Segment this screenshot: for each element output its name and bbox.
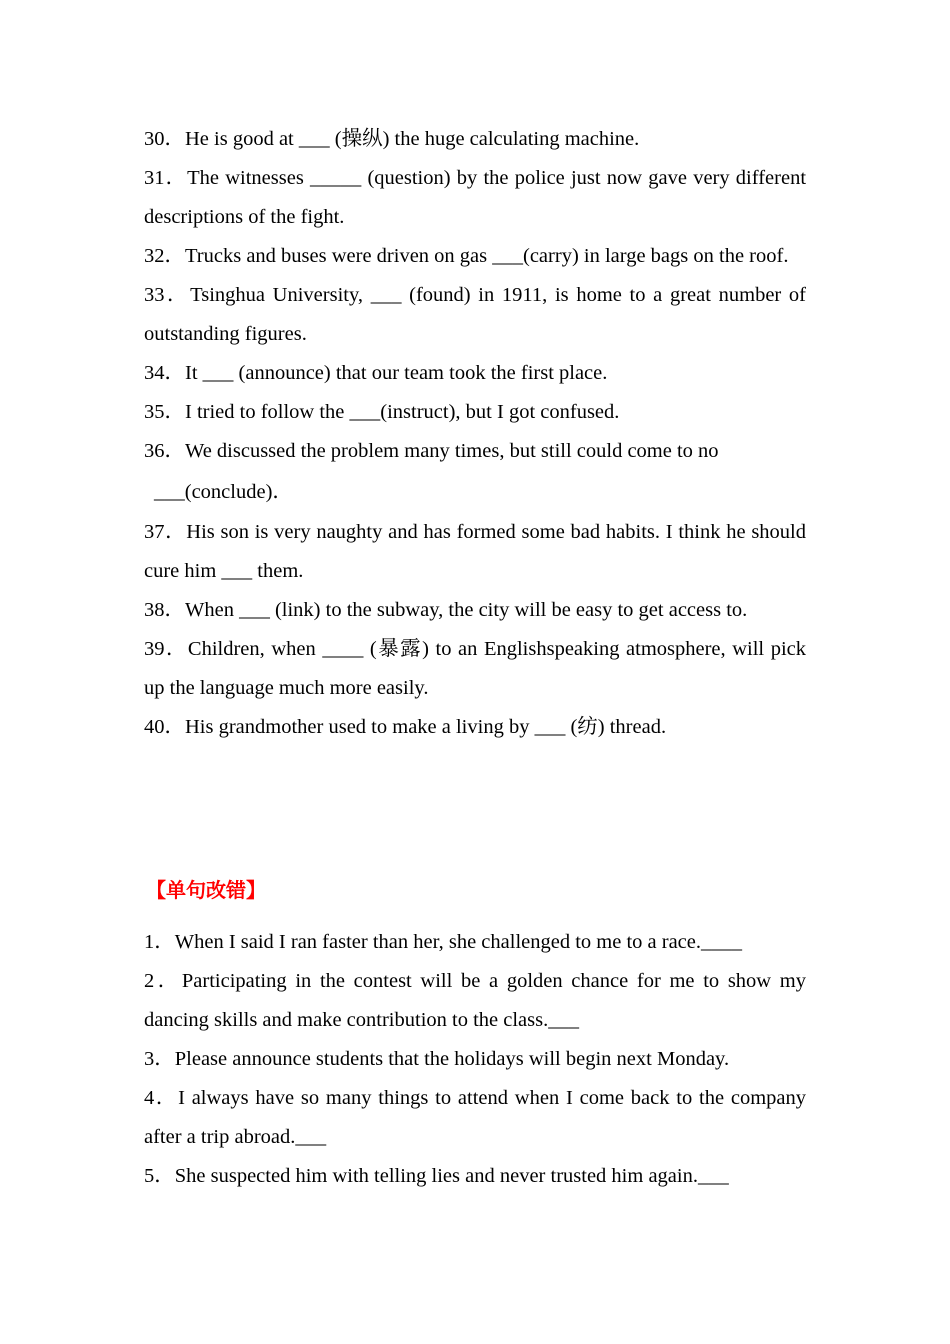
question-31: 31．The witnesses _____ (question) by the police just now gave very different descriptions of the fight.	[144, 167, 807, 228]
question-30: 30．He is good at ___ (操纵) the huge calculating machine.	[144, 128, 640, 150]
question-36: 36．We discussed the problem many times, but still could come to no	[144, 440, 719, 462]
section-title: 【单句改错】	[146, 878, 266, 902]
question-37: 37．His son is very naughty and has formed some bad habits. I think he should cure him ___ them.	[144, 521, 806, 582]
correction-item-2: 2．Participating in the contest will be a golden chance for me to show my dancing skills and make contribution to the class.___	[144, 970, 806, 1031]
correction-section	[144, 923, 806, 1196]
fill-in-section	[144, 120, 806, 747]
correction-item-5: 5．She suspected him with telling lies and never trusted him again.___	[144, 1165, 729, 1187]
correction-item-1: 1．When I said I ran faster than her, she challenged to me to a race.____	[144, 931, 742, 953]
question-35: 35．I tried to follow the ___(instruct), but I got confused.	[144, 401, 620, 423]
correction-item-3: 3．Please announce students that the holidays will begin next Monday.	[144, 1048, 730, 1070]
question-38: 38．When ___ (link) to the subway, the city will be easy to get access to.	[144, 599, 748, 621]
correction-item-4: 4．I always have so many things to attend when I come back to the company after a trip abroad.___	[144, 1087, 806, 1148]
question-36-continuation: ___(conclude)．	[154, 481, 293, 503]
question-39: 39．Children, when ____ (暴露) to an Englishspeaking atmosphere, will pick up the language much more easily.	[144, 638, 806, 699]
question-32: 32．Trucks and buses were driven on gas ___(carry) in large bags on the roof.	[144, 245, 789, 267]
question-34: 34．It ___ (announce) that our team took the first place.	[144, 362, 608, 384]
question-40: 40．His grandmother used to make a living by ___ (纺) thread.	[144, 716, 667, 738]
question-33: 33．Tsinghua University, ___ (found) in 1911, is home to a great number of outstanding figures.	[144, 284, 807, 345]
